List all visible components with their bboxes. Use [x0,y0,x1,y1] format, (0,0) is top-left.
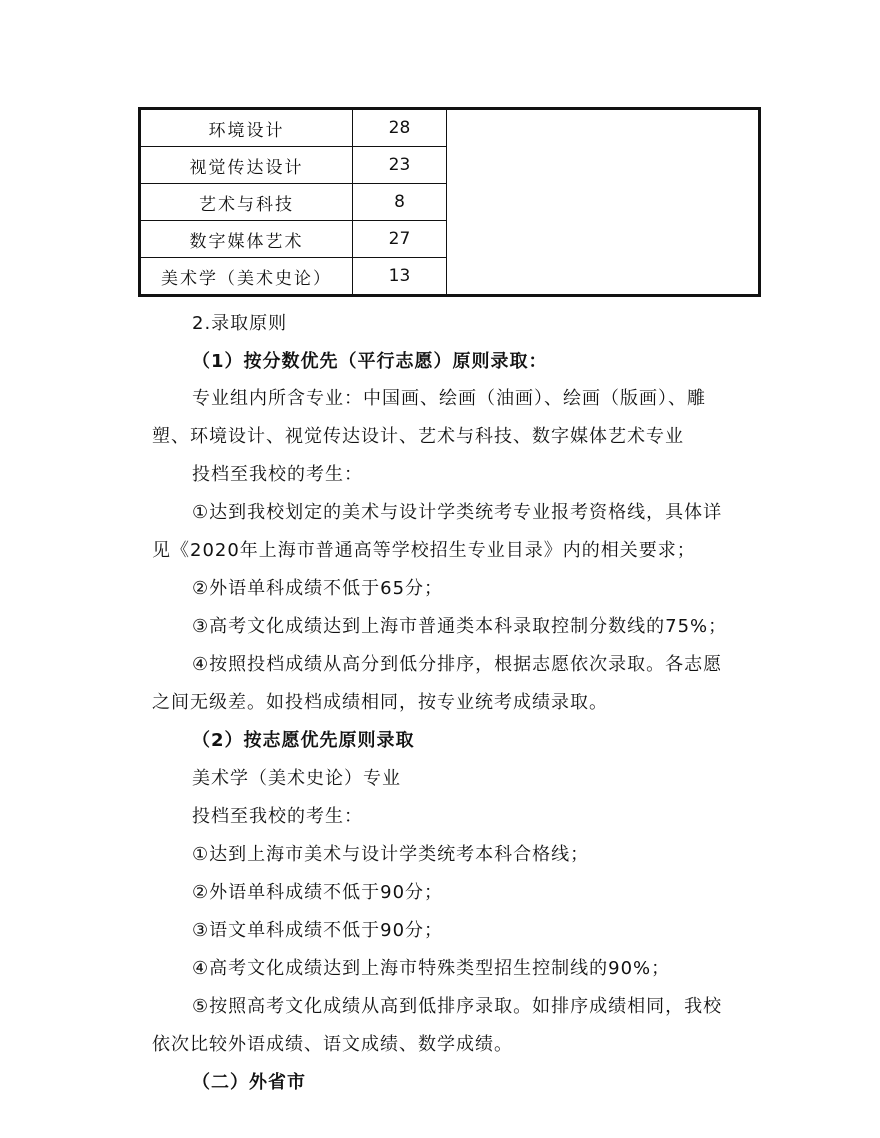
subsection-heading-score-priority: （1）按分数优先（平行志愿）原则录取： [192,351,548,372]
paragraph-line: ①达到我校划定的美术与设计学类统考专业报考资格线，具体详 [192,502,723,523]
count-cell: 8 [353,184,447,221]
paragraph-line: 投档至我校的考生： [192,806,363,827]
count-cell: 13 [353,258,447,296]
major-cell: 环境设计 [140,109,353,147]
major-cell: 美术学（美术史论） [140,258,353,296]
paragraph-line: 见《2020年上海市普通高等学校招生专业目录》内的相关要求； [152,540,696,561]
major-cell: 视觉传达设计 [140,147,353,184]
paragraph-line: ②外语单科成绩不低于90分； [192,882,444,903]
paragraph-line: 依次比较外语成绩、语文成绩、数学成绩。 [152,1034,513,1055]
count-cell: 27 [353,221,447,258]
count-cell: 23 [353,147,447,184]
quota-table [138,107,761,297]
paragraph-line: ①达到上海市美术与设计学类统考本科合格线； [192,844,590,865]
paragraph-line: ②外语单科成绩不低于65分； [192,578,444,599]
paragraph-line: ④按照投档成绩从高分到低分排序，根据志愿依次录取。各志愿 [192,654,723,675]
paragraph-line: 美术学（美术史论）专业 [192,768,401,789]
paragraph-line: ⑤按照高考文化成绩从高到低排序录取。如排序成绩相同，我校 [192,996,723,1017]
paragraph-line: 塑、环境设计、视觉传达设计、艺术与科技、数字媒体艺术专业 [152,426,684,447]
paragraph-line: ③高考文化成绩达到上海市普通类本科录取控制分数线的75%； [192,616,728,637]
subsection-heading-preference-priority: （2）按志愿优先原则录取 [192,730,415,751]
paragraph-line: 专业组内所含专业：中国画、绘画（油画）、绘画（版画）、雕 [192,388,706,409]
paragraph-line: 之间无级差。如投档成绩相同，按专业统考成绩录取。 [152,692,608,713]
empty-merged-cell [447,109,760,296]
paragraph-line: ④高考文化成绩达到上海市特殊类型招生控制线的90%； [192,958,671,979]
section-heading-other-provinces: （二）外省市 [192,1072,306,1093]
major-cell: 数字媒体艺术 [140,221,353,258]
paragraph-line: ③语文单科成绩不低于90分； [192,920,444,941]
major-cell: 艺术与科技 [140,184,353,221]
table-row [140,109,760,147]
paragraph-line: 投档至我校的考生： [192,464,363,485]
count-cell: 28 [353,109,447,147]
section-heading-admission-principle: 2.录取原则 [192,313,288,334]
